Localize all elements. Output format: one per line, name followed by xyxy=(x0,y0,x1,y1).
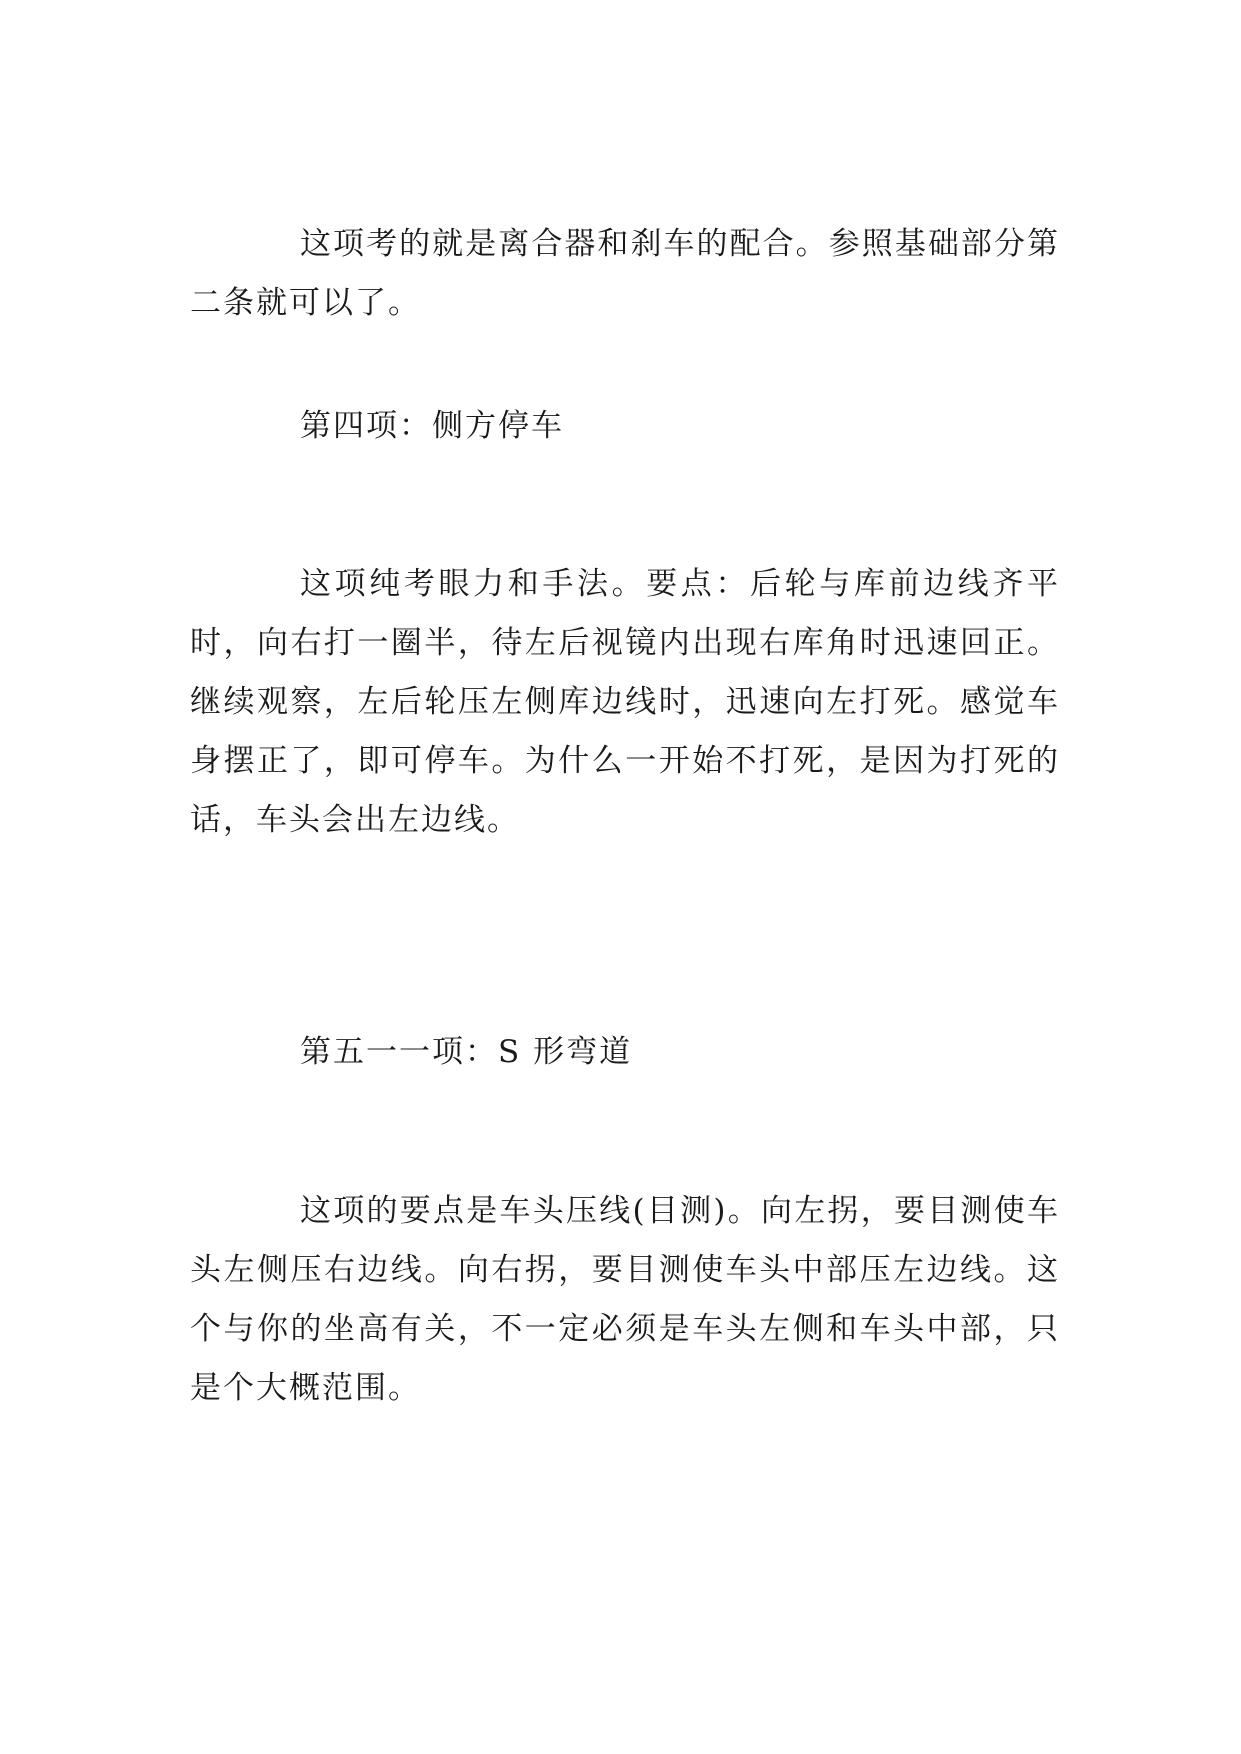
paragraph-side-parking: 这项纯考眼力和手法。要点：后轮与库前边线齐平时，向右打一圈半，待左后视镜内出现右库角时迅速回正。继续观察，左后轮压左侧库边线时，迅速向左打死。感觉车身摆正了，即可停车。为什么一开始不打死，是因为打死的话，车头会出左边线。 xyxy=(190,566,1060,838)
heading-item-five: 第五一一项：S 形弯道 xyxy=(300,1034,633,1070)
paragraph-clutch-brake: 这项考的就是离合器和刹车的配合。参照基础部分第二条就可以了。 xyxy=(190,226,1060,321)
heading-item-four: 第四项：侧方停车 xyxy=(300,408,564,444)
paragraph-s-curve: 这项的要点是车头压线(目测)。向左拐，要目测使车头左侧压右边线。向右拐，要目测使车头中部压左边线。这个与你的坐高有关，不一定必须是车头左侧和车头中部，只是个大概范围。 xyxy=(190,1193,1060,1406)
